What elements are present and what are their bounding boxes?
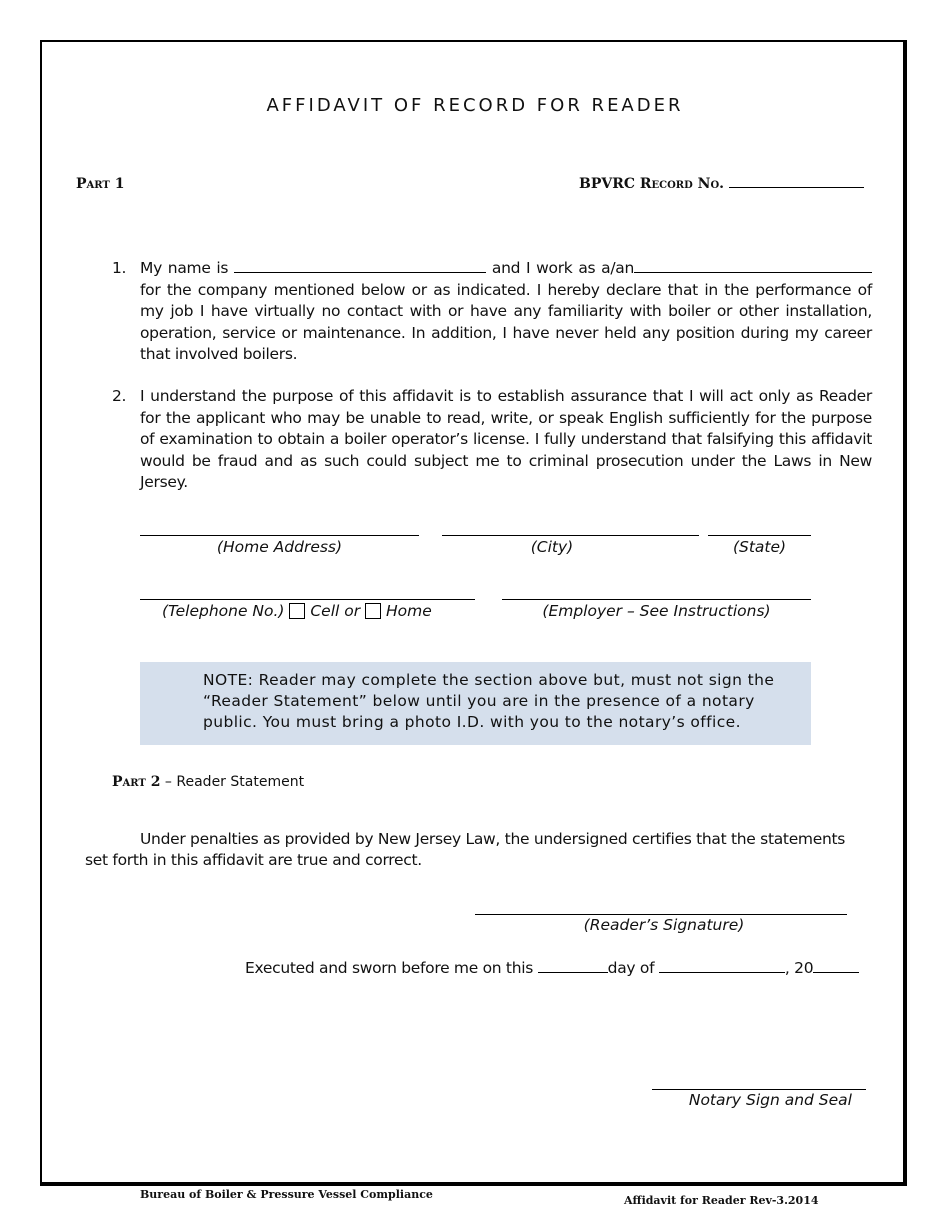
record-number <box>579 176 864 192</box>
part2-suffix: – Reader Statement <box>160 774 305 790</box>
job-title-field[interactable] <box>634 258 872 273</box>
record-number-field[interactable] <box>729 176 864 188</box>
item-2-number: 2. <box>112 387 127 405</box>
cell-checkbox[interactable] <box>289 603 305 619</box>
city-line[interactable] <box>442 535 699 536</box>
record-number-label: BPVRC Record No. <box>579 176 725 192</box>
city-label: (City) <box>530 538 574 556</box>
reader-signature-line[interactable] <box>475 914 847 915</box>
statement-line-1: Under penalties as provided by New Jersey Law, the undersigned certifies that the statements <box>140 830 846 848</box>
telephone-label: (Telephone No.) <box>162 602 285 620</box>
name-field[interactable] <box>234 258 486 273</box>
executed-prefix: Executed and sworn before me on this <box>245 959 534 977</box>
year-field[interactable] <box>813 958 859 973</box>
note-line-3: public. You must bring a photo I.D. with you to the notary’s office. <box>203 713 741 731</box>
cell-label: Cell or <box>310 602 361 620</box>
footer-revision: Affidavit for Reader Rev-3.2014 <box>624 1194 819 1207</box>
home-address-line[interactable] <box>140 535 419 536</box>
notary-signature-line[interactable] <box>652 1089 866 1090</box>
employer-line[interactable] <box>502 599 811 600</box>
telephone-label-group <box>162 602 432 620</box>
item-1-job-prefix: and I work as a/an <box>491 259 634 277</box>
note-line-1: NOTE: Reader may complete the section above but, must not sign the <box>203 671 775 689</box>
item-1-name-prefix: My name is <box>140 259 229 277</box>
footer-bureau: Bureau of Boiler & Pressure Vessel Compliance <box>140 1188 433 1201</box>
state-line[interactable] <box>708 535 811 536</box>
item-1-number: 1. <box>112 259 127 277</box>
note-box <box>140 662 811 745</box>
part1-heading: Part 1 <box>76 176 125 192</box>
item-1-text <box>140 258 872 366</box>
note-line-2: “Reader Statement” below until you are in the presence of a notary <box>203 692 755 710</box>
home-checkbox[interactable] <box>365 603 381 619</box>
document-title: AFFIDAVIT OF RECORD FOR READER <box>266 95 684 116</box>
month-field[interactable] <box>659 958 785 973</box>
reader-signature-label: (Reader’s Signature) <box>583 916 745 934</box>
employer-label: (Employer – See Instructions) <box>542 602 771 620</box>
day-field[interactable] <box>538 958 608 973</box>
state-label: (State) <box>732 538 787 556</box>
home-label: Home <box>385 602 432 620</box>
item-2-text: I understand the purpose of this affidavit is to establish assurance that I will act only as Reader for the applicant who may be unable to read, write, or speak English sufficiently for the purpose of examination to obtain a boiler operator’s license. I fully understand that falsifying this affidavit would be fraud and as such could subject me to criminal prosecution under the Laws in New Jersey. <box>140 387 872 491</box>
part2-heading <box>112 774 304 790</box>
executed-line <box>245 958 859 980</box>
telephone-line[interactable] <box>140 599 475 600</box>
year-prefix: , 20 <box>784 959 814 977</box>
item-1-rest: for the company mentioned below or as indicated. I hereby declare that in the performance of my job I have virtually no contact with or have any familiarity with boiler or other installation, operation, service or maintenance. In addition, I have never held any position during my career that involved boilers. <box>140 280 872 363</box>
part2-label: Part 2 <box>112 774 161 790</box>
day-of-label: day of <box>607 959 655 977</box>
statement-line-2: set forth in this affidavit are true and correct. <box>85 851 422 869</box>
notary-label: Notary Sign and Seal <box>688 1091 852 1109</box>
home-address-label: (Home Address) <box>216 538 343 556</box>
